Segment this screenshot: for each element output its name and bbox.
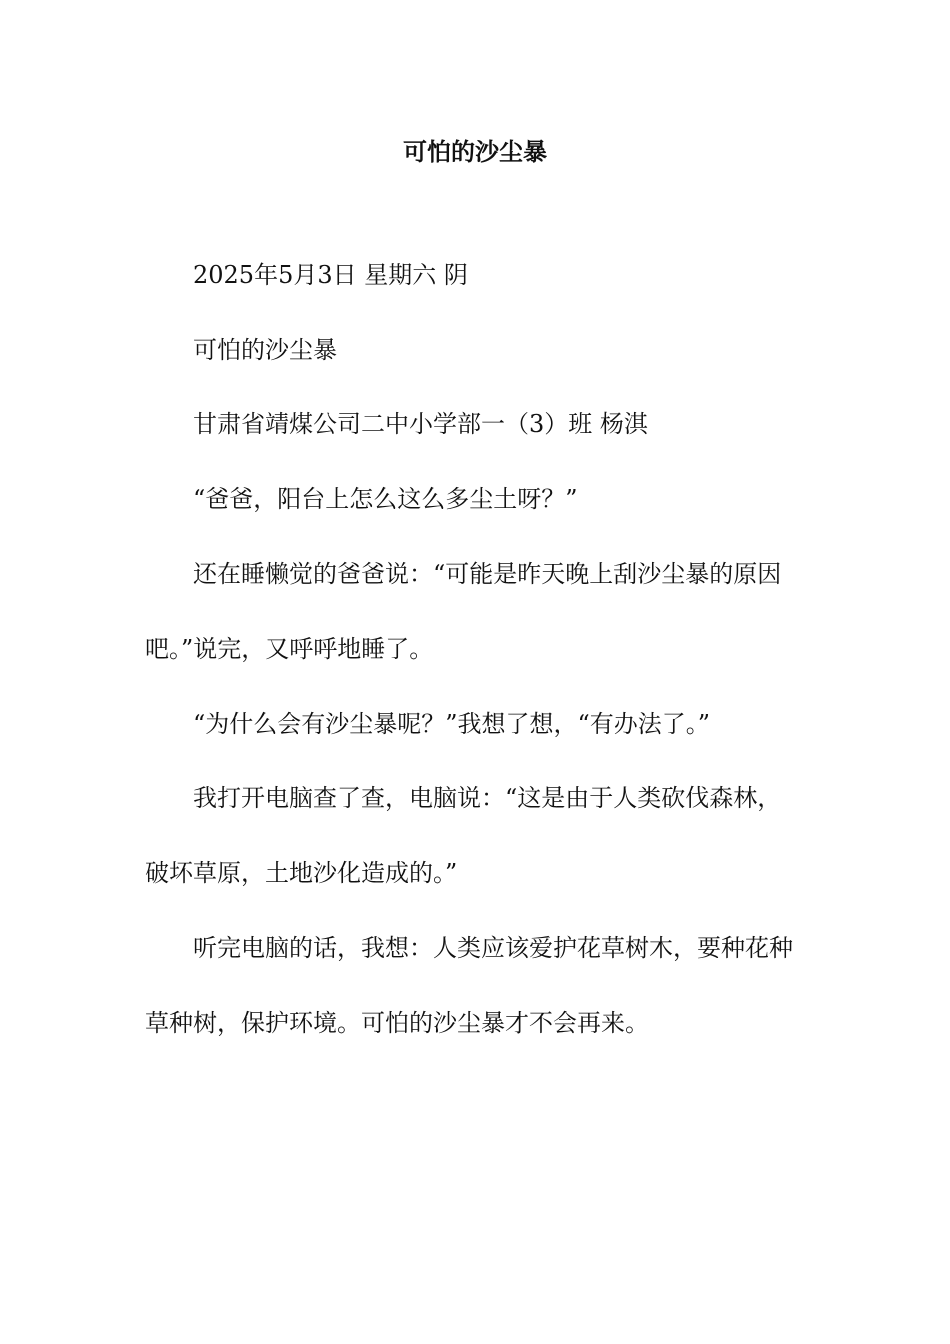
- paragraph-line: 草种树，保护环境。可怕的沙尘暴才不会再来。: [145, 1009, 649, 1037]
- date-line: 2025年5月3日 星期六 阴: [193, 261, 468, 289]
- paragraph-line: 我打开电脑查了查，电脑说：“这是由于人类砍伐森林，: [193, 784, 782, 812]
- author-line: 甘肃省靖煤公司二中小学部一（3）班 杨淇: [193, 410, 648, 438]
- essay-subtitle: 可怕的沙尘暴: [193, 336, 337, 364]
- paragraph-line: “爸爸，阳台上怎么这么多尘土呀？”: [193, 485, 578, 513]
- paragraph-line: 听完电脑的话，我想：人类应该爱护花草树木，要种花种: [193, 934, 793, 962]
- paragraph-line: 还在睡懒觉的爸爸说：“可能是昨天晚上刮沙尘暴的原因: [193, 560, 782, 588]
- paragraph-line: 破坏草原，土地沙化造成的。”: [145, 859, 458, 887]
- paragraph-line: 吧。”说完，又呼呼地睡了。: [145, 635, 434, 663]
- document-title: 可怕的沙尘暴: [403, 138, 547, 166]
- paragraph-line: “为什么会有沙尘暴呢？”我想了想，“有办法了。”: [193, 710, 711, 738]
